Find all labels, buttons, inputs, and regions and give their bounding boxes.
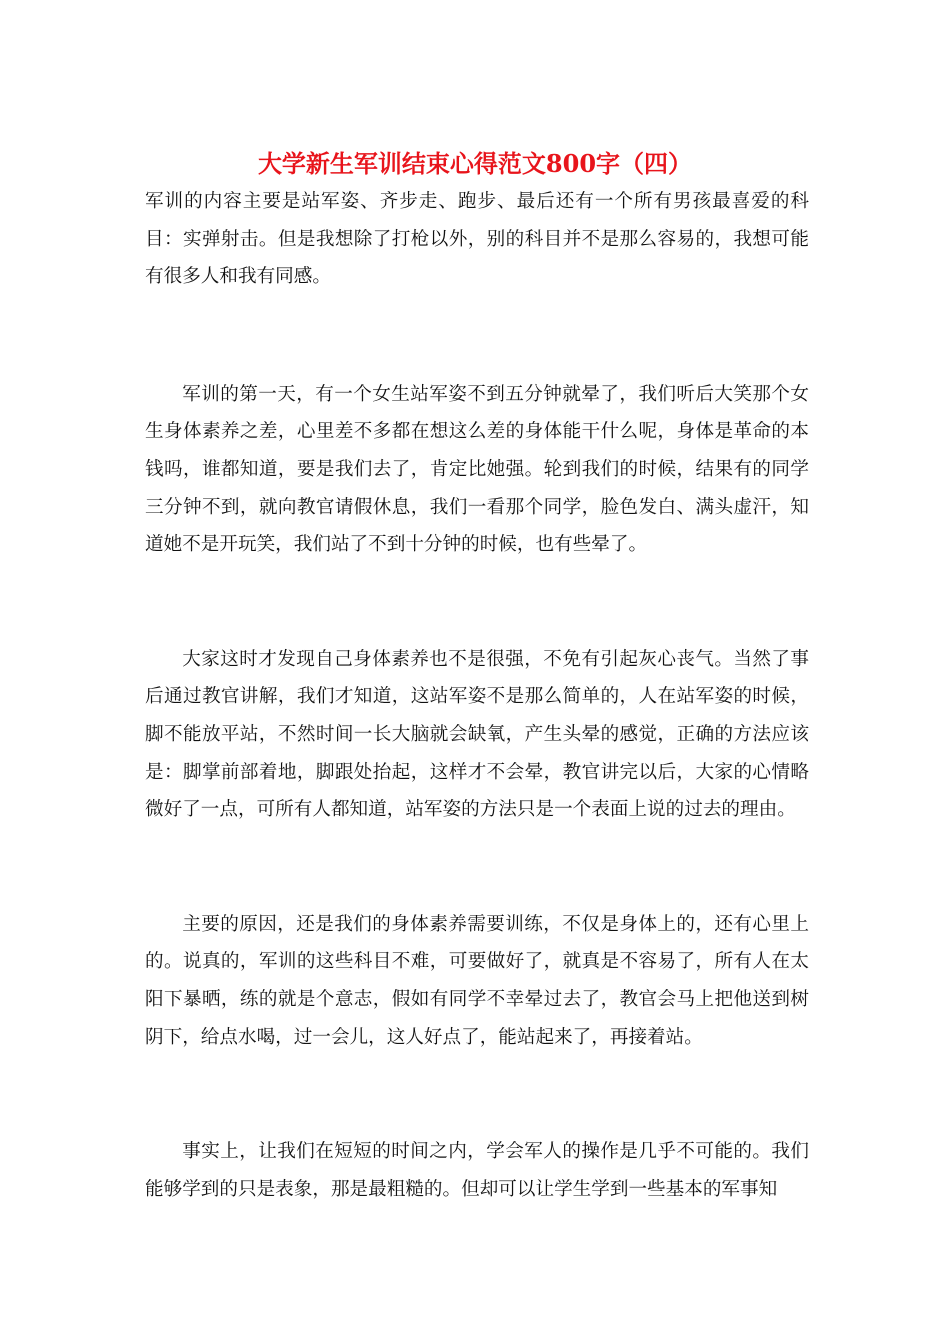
- paragraph-5: 事实上，让我们在短短的时间之内，学会军人的操作是几乎不可能的。我们能够学到的只是表象，那是最粗糙的。但却可以让学生学到一些基本的军事知: [145, 1141, 809, 1200]
- document-title: 大学新生军训结束心得范文800字（四）: [257, 149, 693, 178]
- paragraph-2: 军训的第一天，有一个女生站军姿不到五分钟就晕了，我们听后大笑那个女生身体素养之差，心里差不多都在想这么差的身体能干什么呢，身体是革命的本钱吗，谁都知道，要是我们去了，肯定比她强。轮到我们的时候，结果有的同学三分钟不到，就向教官请假休息，我们一看那个同学，脸色发白、满头虚汗，知道她不是开玩笑，我们站了不到十分钟的时候，也有些晕了。: [145, 383, 809, 556]
- paragraph-4: 主要的原因，还是我们的身体素养需要训练，不仅是身体上的，还有心里上的。说真的，军训的这些科目不难，可要做好了，就真是不容易了，所有人在太阳下暴晒，练的就是个意志，假如有同学不幸晕过去了，教官会马上把他送到树阴下，给点水喝，过一会儿，这人好点了，能站起来了，再接着站。: [145, 913, 809, 1048]
- paragraph-1: 军训的内容主要是站军姿、齐步走、跑步、最后还有一个所有男孩最喜爱的科目：实弹射击。但是我想除了打枪以外，别的科目并不是那么容易的，我想可能有很多人和我有同感。: [145, 191, 809, 288]
- paragraph-3: 大家这时才发现自己身体素养也不是很强，不免有引起灰心丧气。当然了事后通过教官讲解，我们才知道，这站军姿不是那么简单的，人在站军姿的时候，脚不能放平站，不然时间一长大脑就会缺氧，产生头晕的感觉，正确的方法应该是：脚掌前部着地，脚跟处抬起，这样才不会晕，教官讲完以后，大家的心情略微好了一点，可所有人都知道，站军姿的方法只是一个表面上说的过去的理由。: [145, 648, 809, 821]
- document-body: [145, 183, 809, 1285]
